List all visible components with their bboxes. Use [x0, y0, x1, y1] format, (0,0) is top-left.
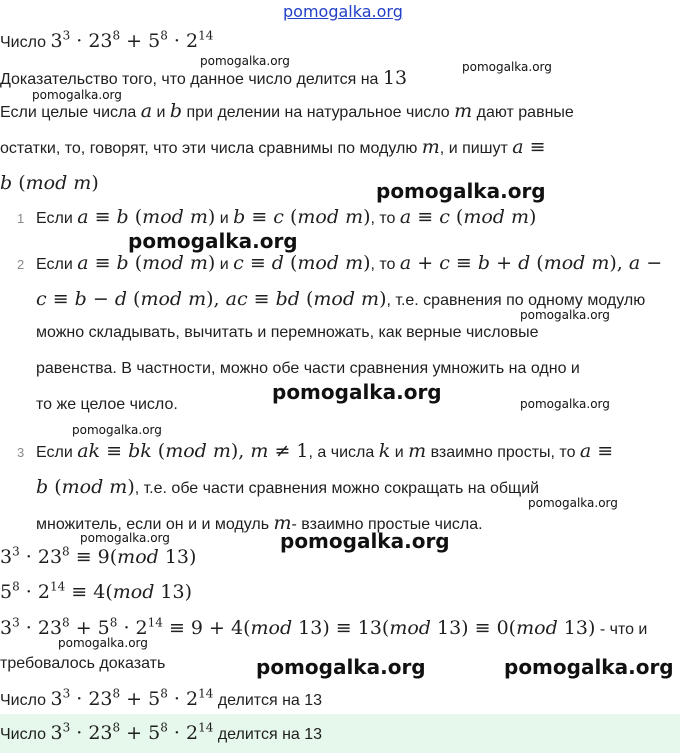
rule-2: можно складывать, вычитать и перемножать, как верные числовые [36, 324, 539, 341]
computation-2: $5^8 \cdot 2^{14} \equiv 4(mod$ 13) [0, 579, 192, 603]
watermark: pomogalka.org [256, 655, 426, 679]
watermark: pomogalka.org [72, 423, 162, 437]
rule-2: c ≡ b − d (mod m), ac ≡ bd (mod m), т.е. сравнения по одному модулю [36, 288, 646, 310]
definition-line: остатки, то, говорят, что эти числа сравнимы по модулю m, и пишут a ≡ [0, 136, 546, 158]
watermark: pomogalka.org [528, 496, 618, 510]
rule-3: множитель, если он и и модуль m- взаимно простые числа. [36, 512, 483, 534]
rule-3: Если ak ≡ bk (mod m), m ≠ 1, а числа k и m взаимно просты, то a ≡ [36, 440, 614, 462]
list-number: 1 [17, 211, 25, 226]
watermark: pomogalka.org [200, 54, 290, 68]
list-number: 2 [17, 257, 25, 272]
conclusion: Число $3^3 \cdot 23^8 + 5^8 \cdot 2^{14}$ делится на 13 [0, 686, 323, 710]
watermark: pomogalka.org [128, 229, 298, 253]
watermark: pomogalka.org [462, 60, 552, 74]
watermark: pomogalka.org [80, 531, 170, 545]
answer: Число $3^3 \cdot 23^8 + 5^8 \cdot 2^{14}$ делится на 13 [0, 720, 323, 744]
computation-3: $3^3 \cdot 23^8 + 5^8 \cdot 2^{14} \equiv 9 + 4(mod$ 13) ≡ 13(mod 13) ≡ 0(mod 13) - что и [0, 615, 648, 639]
watermark: pomogalka.org [520, 308, 610, 322]
computation-1: $3^3 \cdot 23^8 \equiv 9(mod$ 13) [0, 544, 197, 568]
rule-2: Если a ≡ b (mod m) и c ≡ d (mod m), то a + c ≡ b + d (mod m), a − [36, 252, 663, 274]
problem-statement: Число $3^3 \cdot 23^8 + 5^8 \cdot 2^{14}$ [0, 28, 214, 52]
watermark-link[interactable]: pomogalka.org [283, 2, 403, 21]
proof-heading: Доказательство того, что данное число делится на 13 [0, 67, 408, 89]
rule-2: то же целое число. [36, 396, 178, 413]
watermark: pomogalka.org [58, 636, 148, 650]
watermark: pomogalka.org [32, 88, 122, 102]
watermark: pomogalka.org [280, 529, 450, 553]
watermark: pomogalka.org [520, 397, 610, 411]
rule-3: b (mod m), т.е. обе части сравнения можно сокращать на общий [36, 476, 540, 498]
definition-line: Если целые числа a и b при делении на натуральное число m дают равные [0, 100, 574, 122]
watermark: pomogalka.org [504, 655, 674, 679]
definition-line: b (mod m) [0, 172, 99, 194]
rule-2: равенства. В частности, можно обе части сравнения умножить на одно и [36, 360, 580, 377]
watermark: pomogalka.org [376, 179, 546, 203]
rule-1: Если a ≡ b (mod m) и b ≡ c (mod m), то a ≡ c (mod m) [36, 206, 537, 228]
computation-3: требовалось доказать [0, 655, 166, 672]
list-number: 3 [17, 445, 25, 460]
watermark: pomogalka.org [272, 380, 442, 404]
